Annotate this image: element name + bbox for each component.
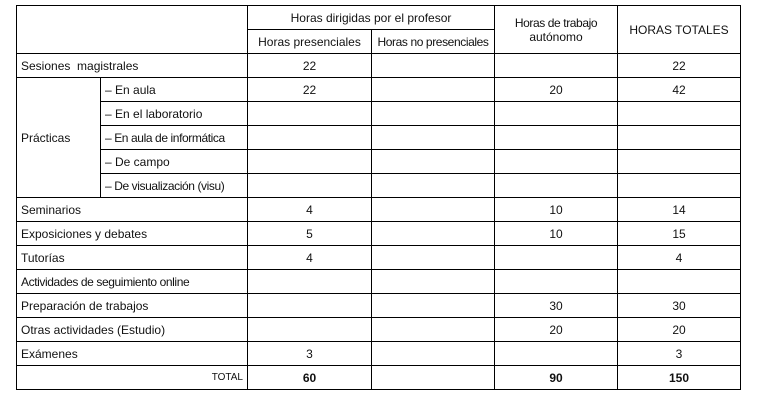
- cell-presenciales: [248, 150, 372, 174]
- cell-no-presenciales: [372, 198, 495, 222]
- hours-table: [16, 5, 741, 390]
- table-row: [17, 222, 741, 246]
- cell-total: 14: [618, 198, 741, 222]
- cell-presenciales: [248, 126, 372, 150]
- table-row: [17, 342, 741, 366]
- total-presenciales: 60: [248, 366, 372, 390]
- table-row: [17, 78, 741, 102]
- table-row: [17, 102, 741, 126]
- cell-autonomo: [495, 342, 618, 366]
- cell-total: [618, 102, 741, 126]
- table-row: [17, 246, 741, 270]
- cell-total: [618, 174, 741, 198]
- total-autonomo: 90: [495, 366, 618, 390]
- cell-total: 42: [618, 78, 741, 102]
- cell-presenciales: [248, 294, 372, 318]
- table-row: [17, 294, 741, 318]
- cell-no-presenciales: [372, 342, 495, 366]
- cell-total: 15: [618, 222, 741, 246]
- cell-autonomo: [495, 102, 618, 126]
- header-autonomous-hours: [495, 6, 618, 54]
- row-label: Actividades de seguimiento online: [17, 270, 248, 294]
- cell-total: 20: [618, 318, 741, 342]
- cell-no-presenciales: [372, 270, 495, 294]
- cell-presenciales: 5: [248, 222, 372, 246]
- cell-presenciales: 4: [248, 246, 372, 270]
- header-autonomous-line2: autónomo: [529, 29, 583, 44]
- sub-row-label: – De visualización (visu): [101, 174, 248, 198]
- table-row: [17, 54, 741, 78]
- cell-autonomo: 10: [495, 198, 618, 222]
- cell-no-presenciales: [372, 174, 495, 198]
- cell-autonomo: [495, 270, 618, 294]
- cell-presenciales: 4: [248, 198, 372, 222]
- table-row: [17, 318, 741, 342]
- total-total: 150: [618, 366, 741, 390]
- cell-no-presenciales: [372, 150, 495, 174]
- cell-autonomo: [495, 150, 618, 174]
- row-label: Tutorías: [17, 246, 248, 270]
- table-row: [17, 150, 741, 174]
- cell-presenciales: 22: [248, 54, 372, 78]
- row-label: Exámenes: [17, 342, 248, 366]
- cell-autonomo: 30: [495, 294, 618, 318]
- sub-row-label: – En aula de informática: [101, 126, 248, 150]
- cell-presenciales: [248, 318, 372, 342]
- sub-row-label: – En aula: [101, 78, 248, 102]
- total-row: [17, 366, 741, 390]
- cell-no-presenciales: [372, 102, 495, 126]
- cell-presenciales: [248, 270, 372, 294]
- cell-no-presenciales: [372, 246, 495, 270]
- cell-total: [618, 150, 741, 174]
- cell-no-presenciales: [372, 54, 495, 78]
- cell-no-presenciales: [372, 294, 495, 318]
- header-directed-hours: Horas dirigidas por el profesor: [248, 6, 495, 30]
- sub-row-label: – En el laboratorio: [101, 102, 248, 126]
- row-label: Sesiones magistrales: [17, 54, 248, 78]
- header-blank: [17, 6, 248, 54]
- row-label: Exposiciones y debates: [17, 222, 248, 246]
- cell-total: 30: [618, 294, 741, 318]
- cell-autonomo: [495, 174, 618, 198]
- table-row: [17, 198, 741, 222]
- cell-autonomo: [495, 54, 618, 78]
- practicas-label: Prácticas: [17, 78, 101, 198]
- cell-presenciales: [248, 174, 372, 198]
- table-row: [17, 126, 741, 150]
- header-autonomous-line1: Horas de trabajo: [514, 15, 598, 30]
- cell-presenciales: 22: [248, 78, 372, 102]
- cell-total: [618, 126, 741, 150]
- cell-no-presenciales: [372, 222, 495, 246]
- cell-total: 4: [618, 246, 741, 270]
- row-label: Seminarios: [17, 198, 248, 222]
- table-row: [17, 174, 741, 198]
- cell-no-presenciales: [372, 78, 495, 102]
- header-in-person: Horas presenciales: [248, 30, 372, 54]
- cell-no-presenciales: [372, 318, 495, 342]
- cell-total: 22: [618, 54, 741, 78]
- cell-autonomo: 20: [495, 318, 618, 342]
- cell-no-presenciales: [372, 126, 495, 150]
- header-total-hours: HORAS TOTALES: [618, 6, 741, 54]
- cell-presenciales: [248, 102, 372, 126]
- cell-total: 3: [618, 342, 741, 366]
- table-row: [17, 270, 741, 294]
- cell-autonomo: [495, 246, 618, 270]
- cell-autonomo: 20: [495, 78, 618, 102]
- cell-total: [618, 270, 741, 294]
- cell-autonomo: 10: [495, 222, 618, 246]
- total-label: TOTAL: [17, 366, 248, 390]
- header-not-in-person: Horas no presenciales: [372, 30, 495, 54]
- cell-presenciales: 3: [248, 342, 372, 366]
- row-label: Preparación de trabajos: [17, 294, 248, 318]
- row-label: Otras actividades (Estudio): [17, 318, 248, 342]
- sub-row-label: – De campo: [101, 150, 248, 174]
- total-no-presenciales: [372, 366, 495, 390]
- cell-autonomo: [495, 126, 618, 150]
